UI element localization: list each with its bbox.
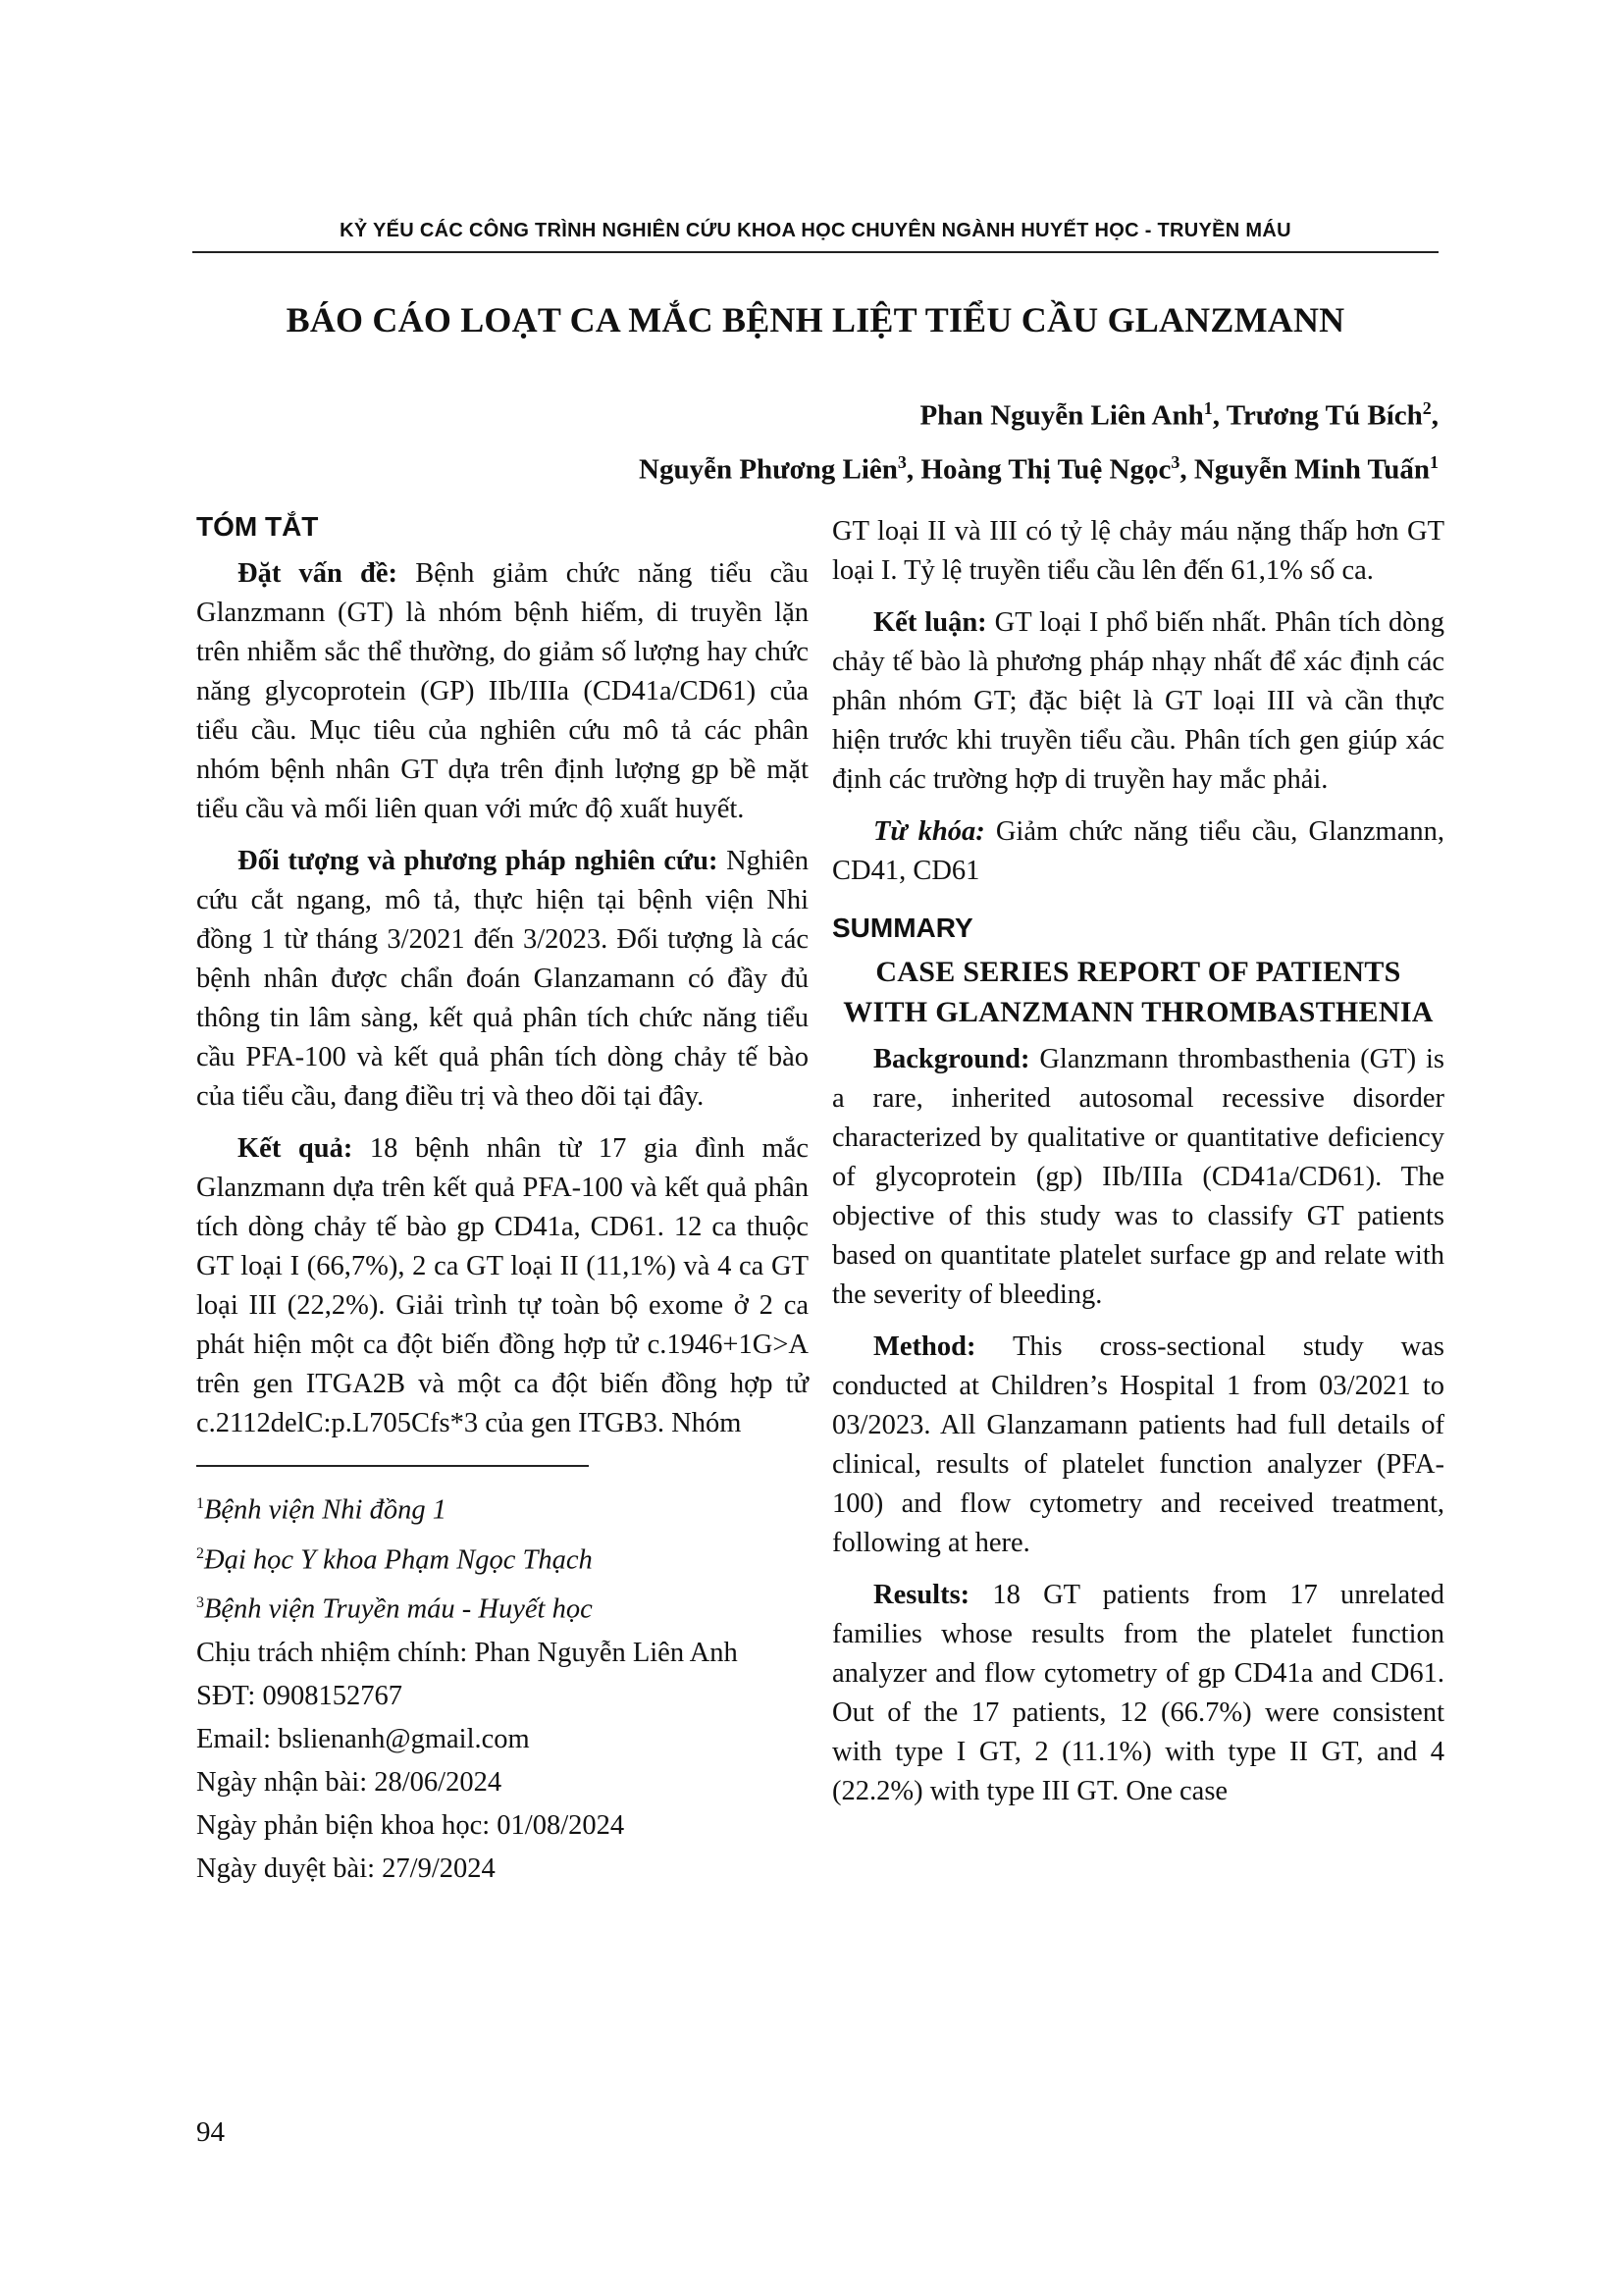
paper-title: BÁO CÁO LOẠT CA MẮC BỆNH LIỆT TIỂU CẦU GLANZMANN xyxy=(286,300,1345,339)
corresponding-author: Chịu trách nhiệm chính: Phan Nguyễn Liên Anh xyxy=(196,1637,738,1668)
paragraph-text: 18 GT patients from 17 unrelated families whose results from the platelet function analyzer and flow cytometry of gp CD41a and CD61. Out of the 17 patients, 12 (66.7%) were consistent with type I GT, 2 (11.1%) with type II GT, and 4 (22.2%) with type III GT. One case xyxy=(832,1580,1444,1806)
paragraph-text: GT loại I phổ biến nhất. Phân tích dòng chảy tế bào là phương pháp nhạy nhất để xác định các phân nhóm GT; đặc biệt là GT loại III và cần thực hiện trước khi truyền tiểu cầu. Phân tích gen giúp xác định các trường hợp di truyền hay mắc phải. xyxy=(832,607,1444,795)
affiliation-mark: 3 xyxy=(1171,451,1180,472)
summary-results xyxy=(832,1576,1444,1811)
abstract-background xyxy=(196,554,809,829)
section-label: Method: xyxy=(873,1331,976,1362)
paragraph-text: Giảm chức năng tiểu cầu, Glanzmann, CD41, CD61 xyxy=(832,816,1445,886)
abstract-heading: TÓM TẮT xyxy=(196,511,319,542)
section-label: Kết luận: xyxy=(873,607,987,638)
paragraph-text: This cross-sectional study was conducted at Children’s Hospital 1 from 03/2021 to 03/2023. All Glanzamann patients had full details of clinical, results of platelet function analyzer (PFA-100) and flow cytometry and received treatment, following at here. xyxy=(832,1331,1444,1558)
running-header: KỶ YẾU CÁC CÔNG TRÌNH NGHIÊN CỨU KHOA HỌC CHUYÊN NGÀNH HUYẾT HỌC - TRUYỀN MÁU xyxy=(340,220,1291,241)
affiliation-mark: 2 xyxy=(1422,398,1432,418)
paragraph-text: Nghiên cứu cắt ngang, mô tả, thực hiện tại bệnh viện Nhi đồng 1 từ tháng 3/2021 đến 3/2023. Đối tượng là các bệnh nhân được chẩn đoán Glanzamann có đầy đủ thông tin lâm sàng, kết quả phân tích chức năng tiểu cầu PFA-100 và kết quả phân tích dòng chảy tế bào của tiểu cầu, đang điều trị và theo dõi tại đây. xyxy=(196,846,809,1112)
author-separator: , xyxy=(1212,399,1227,432)
author-name: Nguyễn Minh Tuấn xyxy=(1193,453,1430,486)
affiliation-mark: 1 xyxy=(1203,398,1213,418)
footnote-affiliation xyxy=(196,1535,809,1581)
author-list xyxy=(639,386,1439,493)
affiliation-mark: 2 xyxy=(196,1544,204,1562)
section-label: Từ khóa: xyxy=(873,816,985,847)
section-label: Đặt vấn đề: xyxy=(237,558,398,589)
author-name: Phan Nguyễn Liên Anh xyxy=(919,399,1204,432)
footnote-rule xyxy=(196,1465,589,1467)
english-title: CASE SERIES REPORT OF PATIENTS WITH GLANZMANN THROMBASTHENIA xyxy=(843,956,1434,1028)
footnote-affiliation xyxy=(196,1584,809,1630)
author-line-2 xyxy=(639,440,1439,494)
section-label: Background: xyxy=(873,1044,1030,1074)
section-label: Kết quả: xyxy=(237,1133,353,1164)
author-name: Nguyễn Phương Liên xyxy=(639,453,898,486)
email-address: Email: bslienanh@gmail.com xyxy=(196,1723,530,1754)
header-rule xyxy=(192,251,1439,253)
author-separator: , xyxy=(906,453,921,486)
author-line-1: Phan Nguyễn Liên Anh$^1$, Trương Tú Bích$^2$, xyxy=(919,398,1439,432)
footnote-affiliation xyxy=(196,1485,809,1531)
section-label: Đối tượng và phương pháp nghiên cứu: xyxy=(237,846,718,876)
page-number: 94 xyxy=(196,2116,225,2148)
author-name: Trương Tú Bích xyxy=(1226,399,1423,432)
date-reviewed: Ngày phản biện khoa học: 01/08/2024 xyxy=(196,1809,625,1841)
affiliation-mark: 3 xyxy=(897,451,907,472)
affiliation-mark: 3 xyxy=(196,1594,204,1611)
affiliation-mark: 1 xyxy=(196,1495,204,1512)
phone-number: SĐT: 0908152767 xyxy=(196,1680,402,1711)
right-column xyxy=(832,512,1444,1824)
section-label: Results: xyxy=(873,1580,970,1610)
left-column xyxy=(196,507,809,1893)
paragraph-text: 18 bệnh nhân từ 17 gia đình mắc Glanzmann dựa trên kết quả PFA-100 và kết quả phân tích dòng chảy tế bào gp CD41a, CD61. 12 ca thuộc GT loại I (66,7%), 2 ca GT loại II (11,1%) và 4 ca GT loại III (22,2%). Giải trình tự toàn bộ exome ở 2 ca phát hiện một ca đột biến đồng hợp tử c.1946+1G>A trên gen ITGA2B và một ca đột biến đồng hợp tử c.2112delC:p.L705Cfs*3 của gen ITGB3. Nhóm xyxy=(196,1133,810,1438)
affiliation-text: Đại học Y khoa Phạm Ngọc Thạch xyxy=(204,1544,593,1575)
keywords xyxy=(832,812,1444,891)
abstract-methods xyxy=(196,842,809,1117)
paragraph-text: Bệnh giảm chức năng tiểu cầu Glanzmann (GT) là nhóm bệnh hiếm, di truyền lặn trên nhiễm sắc thể thường, do giảm số lượng hay chức năng glycoprotein (GP) IIb/IIIa (CD41a/CD61) của tiểu cầu. Mục tiêu của nghiên cứu mô tả các phân nhóm bệnh nhân GT dựa trên định lượng gp bề mặt tiểu cầu và mối liên quan với mức độ xuất huyết. xyxy=(196,558,809,824)
date-accepted: Ngày duyệt bài: 27/9/2024 xyxy=(196,1852,496,1884)
summary-method xyxy=(832,1328,1444,1563)
affiliation-mark: 1 xyxy=(1430,451,1439,472)
abstract-conclusion xyxy=(832,603,1444,800)
paragraph-text: Glanzmann thrombasthenia (GT) is a rare, inherited autosomal recessive disorder characterized by qualitative or quantitative deficiency of glycoprotein (gp) IIb/IIIa (CD41a/CD61). The objective of this study was to classify GT patients based on quantitate platelet surface gp and relate with the severity of bleeding. xyxy=(832,1044,1444,1310)
abstract-results xyxy=(196,1129,809,1443)
author-separator: , xyxy=(1179,453,1194,486)
affiliation-text: Bệnh viện Nhi đồng 1 xyxy=(204,1494,446,1526)
affiliation-text: Bệnh viện Truyền máu - Huyết học xyxy=(204,1593,593,1625)
summary-background xyxy=(832,1040,1444,1315)
abstract-results-continued: GT loại II và III có tỷ lệ chảy máu nặng thấp hơn GT loại I. Tỷ lệ truyền tiểu cầu lên đến 61,1% số ca. xyxy=(832,516,1444,586)
author-name: Hoàng Thị Tuệ Ngọc xyxy=(920,453,1172,486)
date-received: Ngày nhận bài: 28/06/2024 xyxy=(196,1766,502,1798)
summary-heading: SUMMARY xyxy=(832,913,973,943)
